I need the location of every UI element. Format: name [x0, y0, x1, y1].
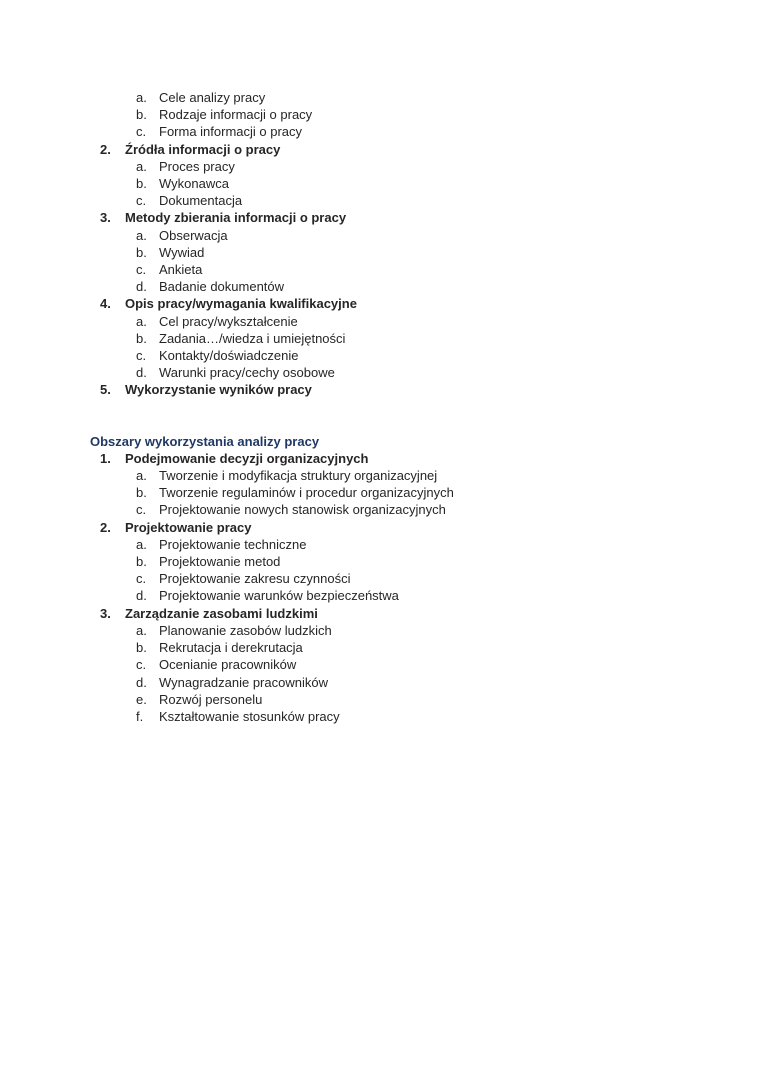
list-item-text: Planowanie zasobów ludzkich — [159, 622, 332, 638]
list-item — [0, 570, 760, 587]
list-item — [0, 553, 760, 570]
list-item-marker: a. — [136, 622, 147, 638]
list-item — [0, 364, 760, 381]
list-item-text: Obszary wykorzystania analizy pracy — [90, 433, 320, 449]
list-item-marker: c. — [136, 502, 147, 518]
list-item-marker: c. — [136, 124, 147, 140]
list-item — [0, 501, 760, 518]
list-item — [0, 175, 760, 192]
list-item — [0, 347, 760, 364]
list-item-text: Kształtowanie stosunków pracy — [159, 708, 340, 724]
list-item-marker: c. — [136, 262, 147, 278]
list-item — [0, 278, 760, 295]
list-item-marker: c. — [136, 657, 147, 673]
list-item — [0, 261, 760, 278]
list-item — [0, 467, 760, 484]
list-item-text: Zadania…/wiedza i umiejętności — [159, 330, 346, 346]
list-item — [0, 639, 760, 656]
list-item — [0, 381, 760, 398]
list-item — [0, 708, 760, 725]
list-item — [0, 519, 760, 536]
list-item — [0, 330, 760, 347]
list-item-text: Projektowanie nowych stanowisk organizacyjnych — [159, 502, 446, 518]
list-item-marker: b. — [136, 107, 147, 123]
list-item — [0, 158, 760, 175]
list-item-marker: a. — [136, 158, 147, 174]
list-item-text: Źródła informacji o pracy — [125, 141, 281, 157]
list-item-text: Forma informacji o pracy — [159, 124, 303, 140]
section-heading — [0, 433, 760, 450]
list-item-marker: d. — [136, 674, 147, 690]
list-item-marker: b. — [136, 485, 147, 501]
list-item-text: Projektowanie metod — [159, 554, 281, 570]
list-item — [0, 450, 760, 467]
list-item-marker: 4. — [100, 296, 111, 312]
list-item-text: Wynagradzanie pracowników — [159, 674, 328, 690]
list-item-marker: b. — [136, 176, 147, 192]
list-item-marker: 3. — [100, 605, 111, 621]
list-item-marker: e. — [136, 691, 147, 707]
list-item-text: Metody zbierania informacji o pracy — [125, 210, 347, 226]
list-item-marker: d. — [136, 588, 147, 604]
list-item — [0, 89, 760, 106]
list-item-text: Proces pracy — [159, 158, 235, 174]
list-item-marker: a. — [136, 227, 147, 243]
list-item-text: Rozwój personelu — [159, 691, 263, 707]
list-item-marker: b. — [136, 244, 147, 260]
list-item — [0, 656, 760, 673]
list-item-text: Rekrutacja i derekrutacja — [159, 640, 303, 656]
list-item-marker: f. — [136, 708, 144, 724]
list-item-marker: d. — [136, 279, 147, 295]
list-item-text: Zarządzanie zasobami ludzkimi — [125, 605, 318, 621]
list-item-marker: 1. — [100, 450, 111, 466]
list-item-marker: a. — [136, 90, 147, 105]
list-item-text: Projektowanie warunków bezpieczeństwa — [159, 588, 399, 604]
list-item-text: Projektowanie pracy — [125, 519, 252, 535]
list-item-text: Warunki pracy/cechy osobowe — [159, 365, 335, 381]
list-item-marker: c. — [136, 571, 147, 587]
list-item — [0, 123, 760, 140]
list-item — [0, 244, 760, 261]
list-item-text: Projektowanie techniczne — [159, 536, 307, 552]
list-item-text: Ankieta — [159, 262, 203, 278]
list-item — [0, 691, 760, 708]
list-item — [0, 141, 760, 158]
list-item-marker: b. — [136, 640, 147, 656]
list-item — [0, 536, 760, 553]
list-item-marker: a. — [136, 313, 147, 329]
list-item-marker: c. — [136, 348, 147, 364]
list-item-marker: b. — [136, 554, 147, 570]
list-item-text: Opis pracy/wymagania kwalifikacyjne — [125, 296, 357, 312]
list-item-marker: a. — [136, 536, 147, 552]
list-item-text: Projektowanie zakresu czynności — [159, 571, 351, 587]
list-item-marker: 2. — [100, 141, 111, 157]
list-item — [0, 313, 760, 330]
list-item — [0, 605, 760, 622]
list-item-text: Podejmowanie decyzji organizacyjnych — [125, 450, 369, 466]
list-item — [0, 484, 760, 501]
list-item-text: Tworzenie i modyfikacja struktury organizacyjnej — [159, 468, 438, 484]
list-item — [0, 295, 760, 312]
list-item-marker: d. — [136, 365, 147, 381]
list-item-text: Rodzaje informacji o pracy — [159, 107, 313, 123]
list-item-text: Wywiad — [159, 244, 205, 260]
list-item-text: Wykorzystanie wyników pracy — [125, 382, 312, 398]
list-item-marker: c. — [136, 193, 147, 209]
list-item-marker: a. — [136, 468, 147, 484]
list-item — [0, 674, 760, 691]
list-item-text: Wykonawca — [159, 176, 229, 192]
list-item — [0, 209, 760, 226]
list-item — [0, 106, 760, 123]
list-item — [0, 622, 760, 639]
list-item-text: Kontakty/doświadczenie — [159, 348, 299, 364]
list-item-text: Obserwacja — [159, 227, 228, 243]
list-item — [0, 192, 760, 209]
list-item-text: Ocenianie pracowników — [159, 657, 297, 673]
list-item-text: Cele analizy pracy — [159, 90, 266, 105]
list-item — [0, 587, 760, 604]
list-item-text: Cel pracy/wykształcenie — [159, 313, 298, 329]
list-item-marker: 3. — [100, 210, 111, 226]
list-item-text: Dokumentacja — [159, 193, 243, 209]
list-item-marker: 5. — [100, 382, 111, 398]
list-item-text: Badanie dokumentów — [159, 279, 285, 295]
list-item-text: Tworzenie regulaminów i procedur organizacyjnych — [159, 485, 454, 501]
list-item-marker: b. — [136, 330, 147, 346]
list-item-marker: 2. — [100, 519, 111, 535]
list-item — [0, 227, 760, 244]
